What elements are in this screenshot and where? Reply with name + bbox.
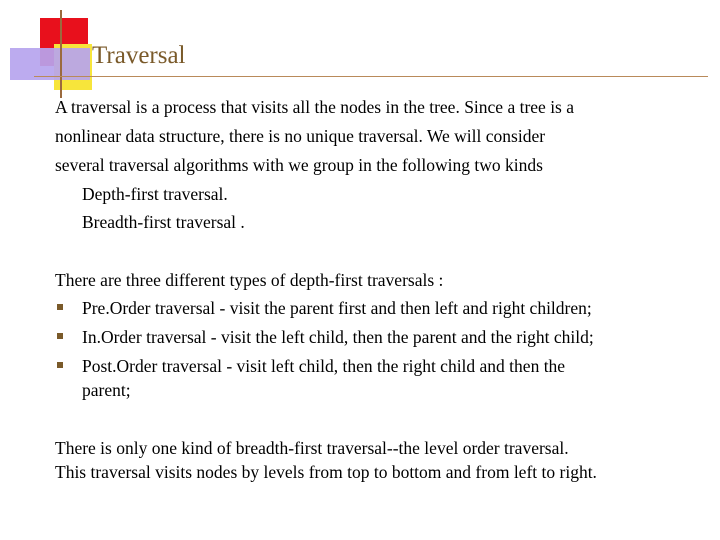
decor-vertical-line — [60, 10, 62, 98]
depth-type-preorder: Pre.Order traversal - visit the parent first and then left and right children; — [82, 298, 592, 318]
depth-type-postorder: Post.Order traversal - visit left child, then the right child and then the — [82, 356, 566, 376]
breadth-line-1: There is only one kind of breadth-first traversal--the level order traversal. — [55, 438, 569, 458]
intro-line-1: A traversal is a process that visits all the nodes in the tree. Since a tree is a — [55, 97, 575, 117]
depth-type-postorder-continuation: parent; — [82, 380, 131, 400]
bullet-icon — [57, 362, 63, 368]
bullet-icon — [57, 304, 63, 310]
bullet-icon — [57, 333, 63, 339]
breadth-line-2: This traversal visits nodes by levels from top to bottom and from left to right. — [55, 462, 597, 482]
slide-title: Traversal — [92, 42, 186, 69]
depth-intro: There are three different types of depth-first traversals : — [55, 270, 444, 290]
intro-line-3: several traversal algorithms with we group in the following two kinds — [55, 155, 543, 175]
decor-horizontal-line — [34, 76, 708, 77]
depth-type-inorder: In.Order traversal - visit the left child, then the parent and the right child; — [82, 327, 594, 347]
kind-depth-first: Depth-first traversal. — [82, 184, 228, 204]
kind-breadth-first: Breadth-first traversal . — [82, 212, 245, 232]
intro-line-2: nonlinear data structure, there is no unique traversal. We will consider — [55, 126, 546, 146]
